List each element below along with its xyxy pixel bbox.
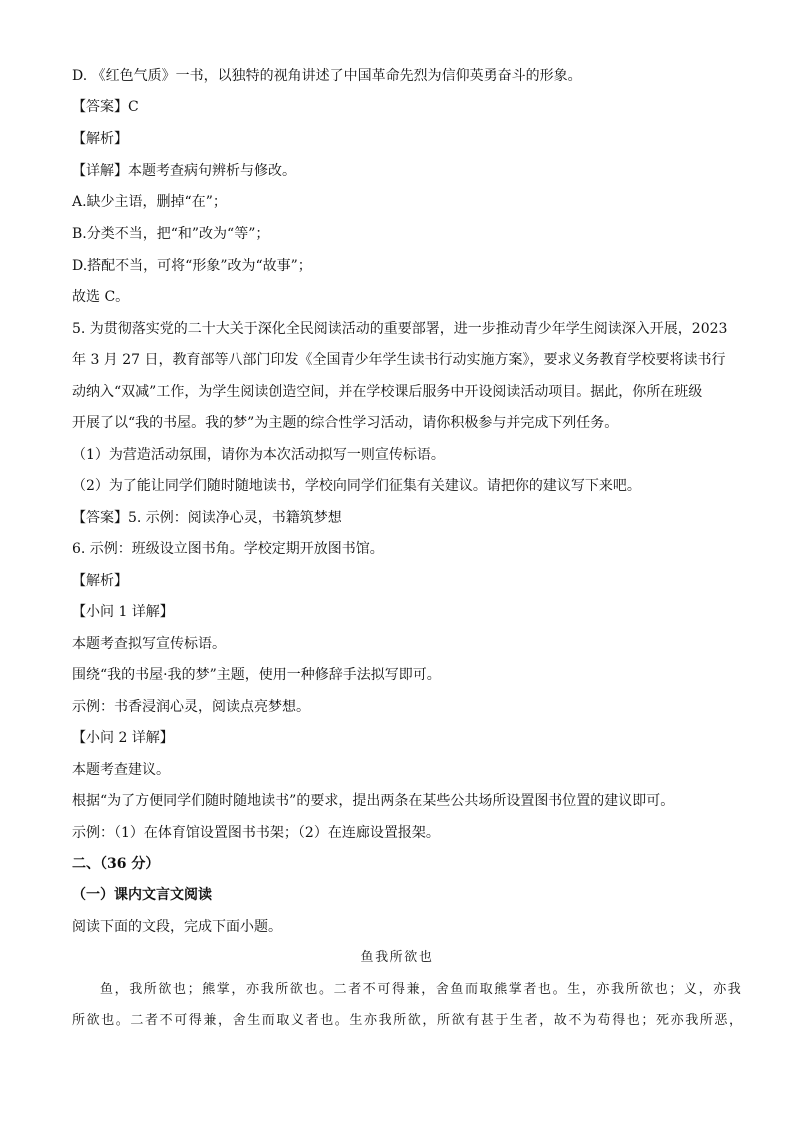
text-line: 5. 为贯彻落实党的二十大关于深化全民阅读活动的重要部署，进一步推动青少年学生阅读深入开展，2023 bbox=[72, 321, 728, 337]
text-line: 动纳入“双减”工作，为学生阅读创造空间，并在学校课后服务中开设阅读活动项目。据此，你所在班级 bbox=[72, 384, 703, 400]
analysis-label: 【解析】 bbox=[72, 573, 128, 589]
text-line: （2）为了能让同学们随时随地读书，学校向同学们征集有关建议。请把你的建议写下来吧。 bbox=[72, 478, 641, 494]
text-line: 开展了以“我的书屋。我的梦”为主题的综合性学习活动，请你积极参与并完成下列任务。 bbox=[72, 415, 619, 431]
text-line: 阅读下面的文段，完成下面小题。 bbox=[72, 919, 282, 935]
text-line: 故选 C。 bbox=[72, 289, 130, 305]
text-line: A.缺少主语，删掉“在”； bbox=[72, 194, 227, 210]
passage-title: 鱼我所欲也 bbox=[360, 950, 434, 965]
text-line: 6. 示例：班级设立图书角。学校定期开放图书馆。 bbox=[72, 541, 384, 557]
text-line: 【详解】本题考查病句辨析与修改。 bbox=[72, 163, 296, 179]
subsection-heading: （一）课内文言文阅读 bbox=[72, 887, 212, 903]
text-line: D.搭配不当，可将“形象”改为“故事”； bbox=[72, 258, 312, 274]
answer-label: 【答案】5. 示例：阅读净心灵，书籍筑梦想 bbox=[72, 510, 342, 526]
subquestion-label: 【小问 2 详解】 bbox=[72, 730, 174, 746]
passage-line: 鱼，我所欲也；熊掌，亦我所欲也。二者不可得兼，舍鱼而取熊掌者也。生，亦我所欲也；义，亦我 bbox=[100, 982, 743, 997]
answer-label: 【答案】C bbox=[72, 99, 139, 115]
section-heading: 二、（36 分） bbox=[72, 856, 160, 872]
text-line: 根据“为了方便同学们随时随地读书”的要求，提出两条在某些公共场所设置图书位置的建议即可。 bbox=[72, 793, 675, 809]
analysis-label: 【解析】 bbox=[72, 131, 128, 147]
text-line: 年 3 月 27 日，教育部等八部门印发《全国青少年学生读书行动实施方案》，要求义务教育学校要将读书行 bbox=[72, 352, 726, 368]
text-line: 本题考查拟写宣传标语。 bbox=[72, 636, 226, 652]
text-line: 围绕“我的书屋·我的梦”主题，使用一种修辞手法拟写即可。 bbox=[72, 667, 441, 683]
text-line: （1）为营造活动氛围，请你为本次活动拟写一则宣传标语。 bbox=[72, 447, 445, 463]
text-line: B.分类不当，把“和”改为“等”； bbox=[72, 226, 270, 242]
subquestion-label: 【小问 1 详解】 bbox=[72, 604, 174, 620]
text-line: 示例：书香浸润心灵，阅读点亮梦想。 bbox=[72, 699, 310, 715]
text-line: 示例：（1）在体育馆设置图书书架；（2）在连廊设置报架。 bbox=[72, 825, 440, 841]
text-line: 本题考查建议。 bbox=[72, 762, 170, 778]
passage-line: 所欲也。二者不可得兼，舍生而取义者也。生亦我所欲，所欲有甚于生者，故不为苟得也；死亦我所恶， bbox=[72, 1013, 744, 1028]
text-line: D. 《红色气质》一书，以独特的视角讲述了中国革命先烈为信仰英勇奋斗的形象。 bbox=[72, 68, 582, 84]
